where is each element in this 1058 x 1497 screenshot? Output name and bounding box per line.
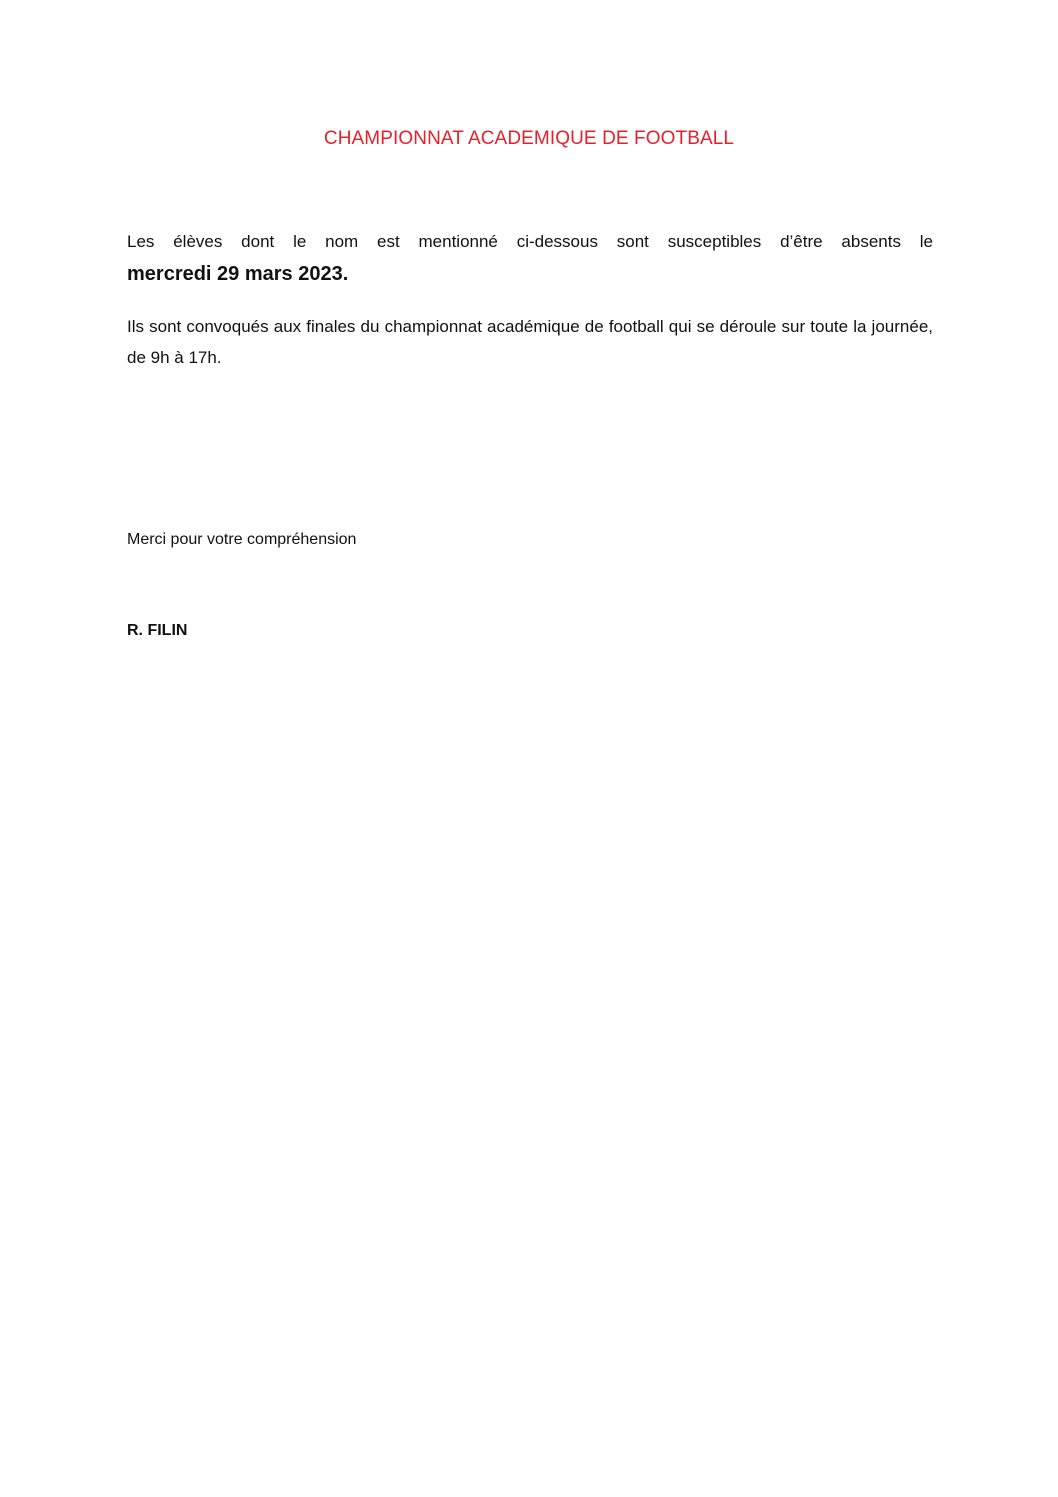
closing-text: Merci pour votre compréhension xyxy=(127,531,357,548)
details-paragraph: Ils sont convoqués aux finales du championnat académique de football qui se déroule sur toute la journée, de 9h à 17h. xyxy=(127,317,933,367)
document-title: CHAMPIONNAT ACADEMIQUE DE FOOTBALL xyxy=(323,128,735,149)
signature: R. FILIN xyxy=(127,622,188,639)
event-date: mercredi 29 mars 2023. xyxy=(127,263,349,285)
intro-text: Les élèves dont le nom est mentionné ci-dessous sont susceptibles d’être absents le xyxy=(127,232,933,251)
intro-paragraph xyxy=(127,226,933,291)
